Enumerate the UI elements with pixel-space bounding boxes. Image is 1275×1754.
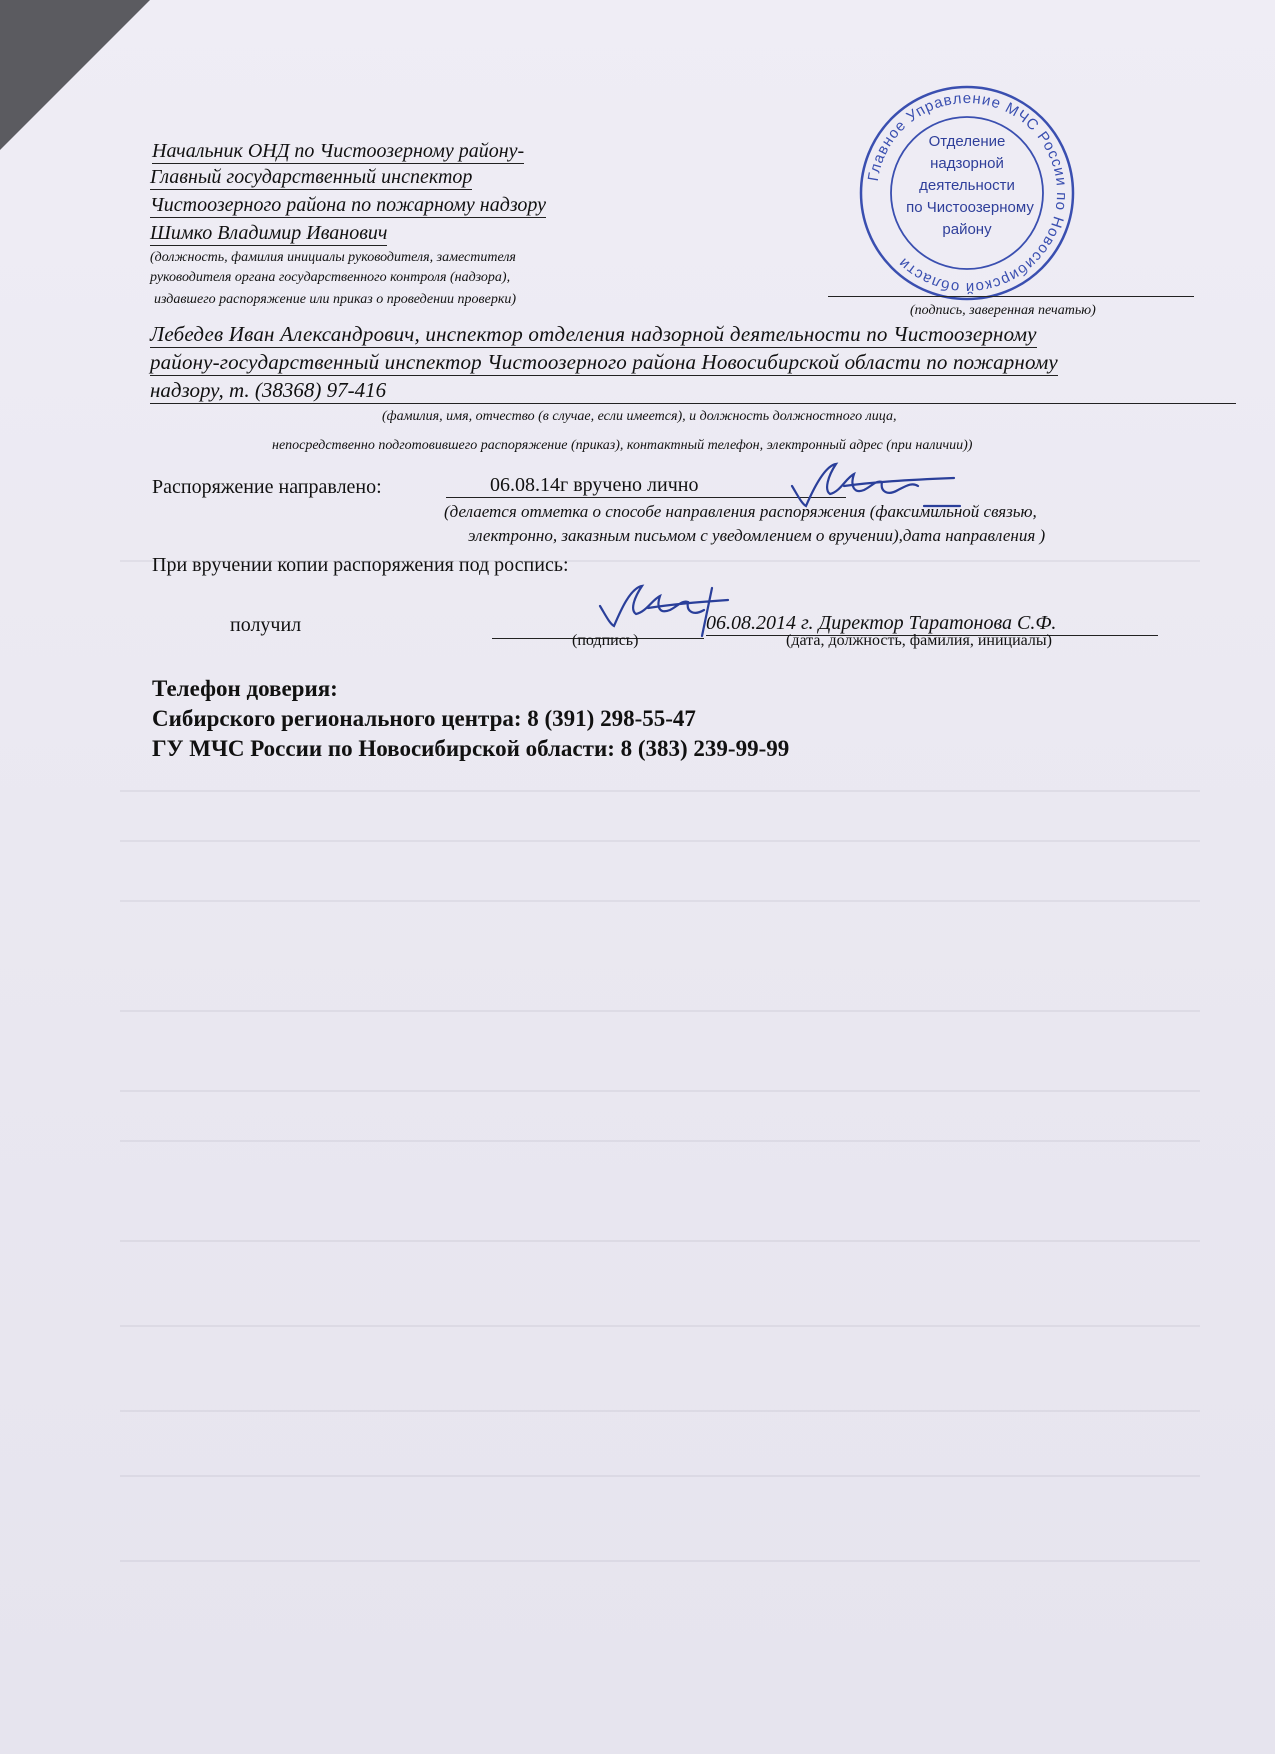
stamp-center-line: району	[942, 221, 992, 238]
show-through-line	[120, 1560, 1200, 1562]
delivery-caption1: (делается отметка о способе направления распоряжения (факсимильной связью,	[444, 502, 1037, 521]
hotline-title: Телефон доверия:	[152, 676, 338, 701]
inspector-caption2: руководителя органа государственного контроля (надзора),	[150, 270, 511, 285]
hotline-line2: ГУ МЧС России по Новосибирской области: 8 (383) 239-99-99	[152, 736, 790, 761]
show-through-line	[120, 1410, 1200, 1412]
folded-corner	[0, 0, 150, 150]
show-through-line	[120, 1240, 1200, 1242]
inspector-caption1: (должность, фамилия инициалы руководителя, заместителя	[150, 250, 516, 265]
preparer-line2: району-государственный инспектор Чистоозерного района Новосибирской области по пожарному	[150, 350, 1058, 374]
preparer-underline	[150, 403, 1236, 404]
stamp-signature-line	[828, 296, 1194, 297]
delivery-label: Распоряжение направлено:	[152, 476, 382, 498]
stamp-caption: (подпись, заверенная печатью)	[910, 303, 1096, 318]
inspector-title-line2: Главный государственный инспектор	[150, 166, 473, 188]
official-seal-stamp	[856, 82, 1078, 304]
delivery-caption2: электронно, заказным письмом с уведомлением о вручении),дата направления )	[468, 526, 1046, 545]
stamp-center-line: по Чистоозерному	[906, 199, 1034, 216]
hotline-line1: Сибирского регионального центра: 8 (391) 298-55-47	[152, 706, 696, 731]
stamp-center-line: деятельности	[919, 177, 1015, 194]
show-through-line	[120, 1325, 1200, 1327]
stamp-center-line: Отделение	[928, 133, 1006, 150]
receipt-heading: При вручении копии распоряжения под роспись:	[152, 554, 569, 576]
signature-1	[784, 456, 964, 516]
preparer-line3: надзору, т. (38368) 97-416	[150, 378, 387, 402]
show-through-line	[120, 900, 1200, 902]
receipt-received-label: получил	[230, 614, 302, 636]
show-through-line	[120, 1140, 1200, 1142]
show-through-line	[120, 1475, 1200, 1477]
show-through-line	[120, 790, 1200, 792]
receipt-signature-caption: (подпись)	[572, 632, 639, 649]
preparer-caption2: непосредственно подготовившего распоряжение (приказ), контактный телефон, электронный адрес (при наличии))	[272, 438, 973, 453]
inspector-caption3: издавшего распоряжение или приказ о проведении проверки)	[154, 292, 517, 307]
stamp-ring-text: Главное Управление МЧС России по Новосибирской области	[864, 89, 1071, 297]
inspector-name: Шимко Владимир Иванович	[150, 222, 388, 244]
inspector-title-line1: Начальник ОНД по Чистоозерному району-	[152, 140, 525, 162]
show-through-line	[120, 1090, 1200, 1092]
preparer-line1: Лебедев Иван Александрович, инспектор отделения надзорной деятельности по Чистоозерному	[150, 322, 1037, 346]
inspector-title-line3: Чистоозерного района по пожарному надзору	[150, 194, 546, 216]
preparer-caption1: (фамилия, имя, отчество (в случае, если имеется), и должность должностного лица,	[382, 409, 897, 424]
show-through-line	[120, 840, 1200, 842]
receipt-details-caption: (дата, должность, фамилия, инициалы)	[786, 632, 1052, 649]
show-through-line	[120, 1010, 1200, 1012]
delivery-value: 06.08.14г вручено лично	[446, 474, 846, 498]
receipt-details-value: 06.08.2014 г. Директор Таратонова С.Ф.	[706, 612, 1158, 636]
stamp-center-line: надзорной	[930, 155, 1004, 172]
